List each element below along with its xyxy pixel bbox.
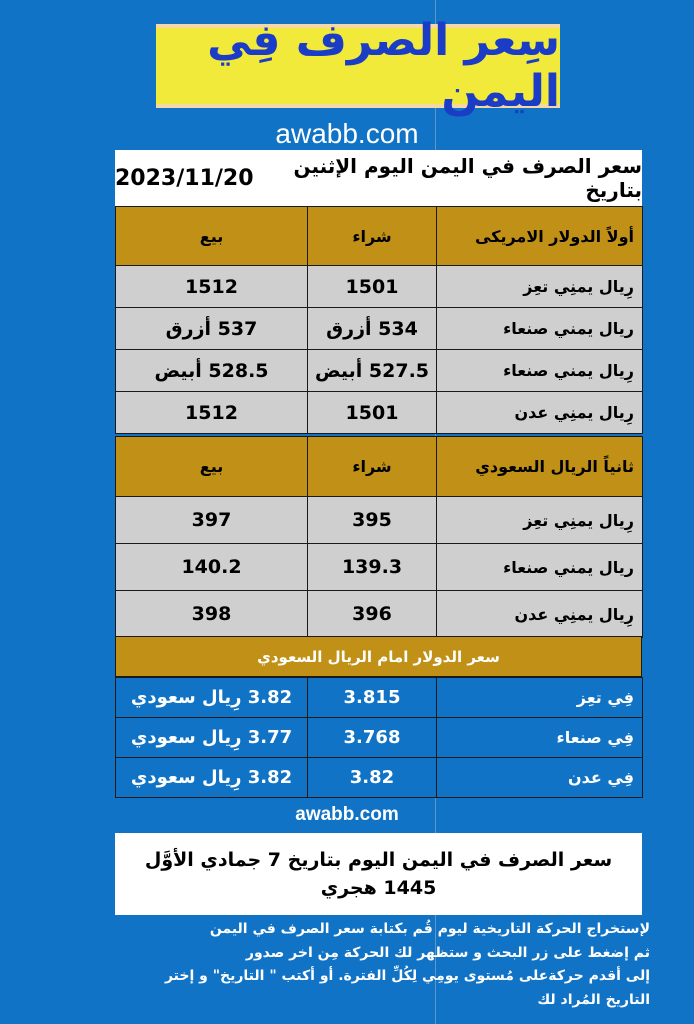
buy-value: 396 bbox=[308, 591, 437, 638]
sell-value: 3.82 رِيال سعودي bbox=[116, 758, 308, 798]
buy-value: 139.3 bbox=[308, 544, 437, 591]
buy-value: 1501 bbox=[308, 392, 437, 434]
usd-rates-table bbox=[115, 206, 643, 434]
table-row bbox=[116, 758, 643, 798]
sar-table-header bbox=[116, 437, 643, 497]
sar-rates-table bbox=[115, 436, 643, 638]
date-header-text: سعر الصرف في اليمن اليوم الإثنين بتاريخ bbox=[293, 154, 642, 202]
row-label: ريال يمني صنعاء bbox=[437, 308, 643, 350]
table-row bbox=[116, 718, 643, 758]
site-url-bottom[interactable]: awabb.com bbox=[295, 804, 399, 825]
row-label: فِي تعِز bbox=[437, 678, 643, 718]
date-header-date: 2023/11/20 bbox=[115, 165, 254, 191]
table-row bbox=[116, 350, 643, 392]
buy-value: 527.5 أبيض bbox=[308, 350, 437, 392]
instruction-line: ثم إضغط على زر البحث و ستظهر لك الحركة مِن اخر صدور bbox=[245, 944, 650, 961]
instruction-line: التاريخ المُراد لك bbox=[537, 991, 650, 1008]
instruction-line: إلى أقدم حركةعلى مُستوى يومِي لِكُلِّ الفترة. أو أكتب " التاريخ" و إختر bbox=[164, 968, 650, 984]
row-label: رِيال يمنِي عدن bbox=[437, 591, 643, 638]
date-header bbox=[115, 150, 642, 206]
sar-header-buy: شراء bbox=[308, 437, 437, 497]
usd-header-sell: بيع bbox=[116, 207, 308, 266]
row-label: رِيال يمنِي عدن bbox=[437, 392, 643, 434]
table-row bbox=[116, 497, 643, 544]
usd-sar-title: سعر الدولار امام الريال السعودي bbox=[115, 636, 642, 677]
buy-value: 3.768 bbox=[308, 718, 437, 758]
page-title: سِعر الصرف فِي اليمن bbox=[207, 15, 560, 117]
title-banner bbox=[156, 15, 560, 117]
sell-value: 1512 bbox=[116, 392, 308, 434]
sell-value: 397 bbox=[116, 497, 308, 544]
buy-value: 3.82 bbox=[308, 758, 437, 798]
usd-table-header bbox=[116, 207, 643, 266]
table-row bbox=[116, 266, 643, 308]
table-row bbox=[116, 591, 643, 638]
sell-value: 528.5 أبيض bbox=[116, 350, 308, 392]
sell-value: 537 أزرق bbox=[116, 308, 308, 350]
table-row bbox=[116, 308, 643, 350]
table-row bbox=[116, 544, 643, 591]
hijri-date-header: سعر الصرف في اليمن اليوم بتاريخ 7 جمادي الأوَّل 1445 هجري bbox=[115, 833, 642, 915]
buy-value: 534 أزرق bbox=[308, 308, 437, 350]
usd-sar-table bbox=[115, 677, 643, 798]
sell-value: 1512 bbox=[116, 266, 308, 308]
row-label: فِي صنعاء bbox=[437, 718, 643, 758]
row-label: رِيال يمني صنعاء bbox=[437, 350, 643, 392]
table-row bbox=[116, 392, 643, 434]
site-url-top[interactable]: awabb.com bbox=[275, 118, 419, 149]
sell-value: 398 bbox=[116, 591, 308, 638]
usd-header-buy: شراء bbox=[308, 207, 437, 266]
buy-value: 3.815 bbox=[308, 678, 437, 718]
buy-value: 1501 bbox=[308, 266, 437, 308]
row-label: رِيال يمنِي تعِز bbox=[437, 266, 643, 308]
sar-header-label: ثانياً الريال السعودي bbox=[437, 437, 643, 497]
instructions bbox=[150, 918, 650, 1012]
sell-value: 3.82 رِيال سعودي bbox=[116, 678, 308, 718]
usd-header-label: أولاً الدولار الامريكى bbox=[437, 207, 643, 266]
sar-header-sell: بيع bbox=[116, 437, 308, 497]
instruction-line: لإستخراج الحركة التاريخية ليوم قُم بكتابة سعر الصرف في اليمن bbox=[209, 921, 650, 937]
sell-value: 140.2 bbox=[116, 544, 308, 591]
table-row bbox=[116, 678, 643, 718]
buy-value: 395 bbox=[308, 497, 437, 544]
row-label: رِيال يمنِي تعِز bbox=[437, 497, 643, 544]
row-label: ريال يمني صنعاء bbox=[437, 544, 643, 591]
row-label: فِي عدن bbox=[437, 758, 643, 798]
sell-value: 3.77 رِيال سعودي bbox=[116, 718, 308, 758]
